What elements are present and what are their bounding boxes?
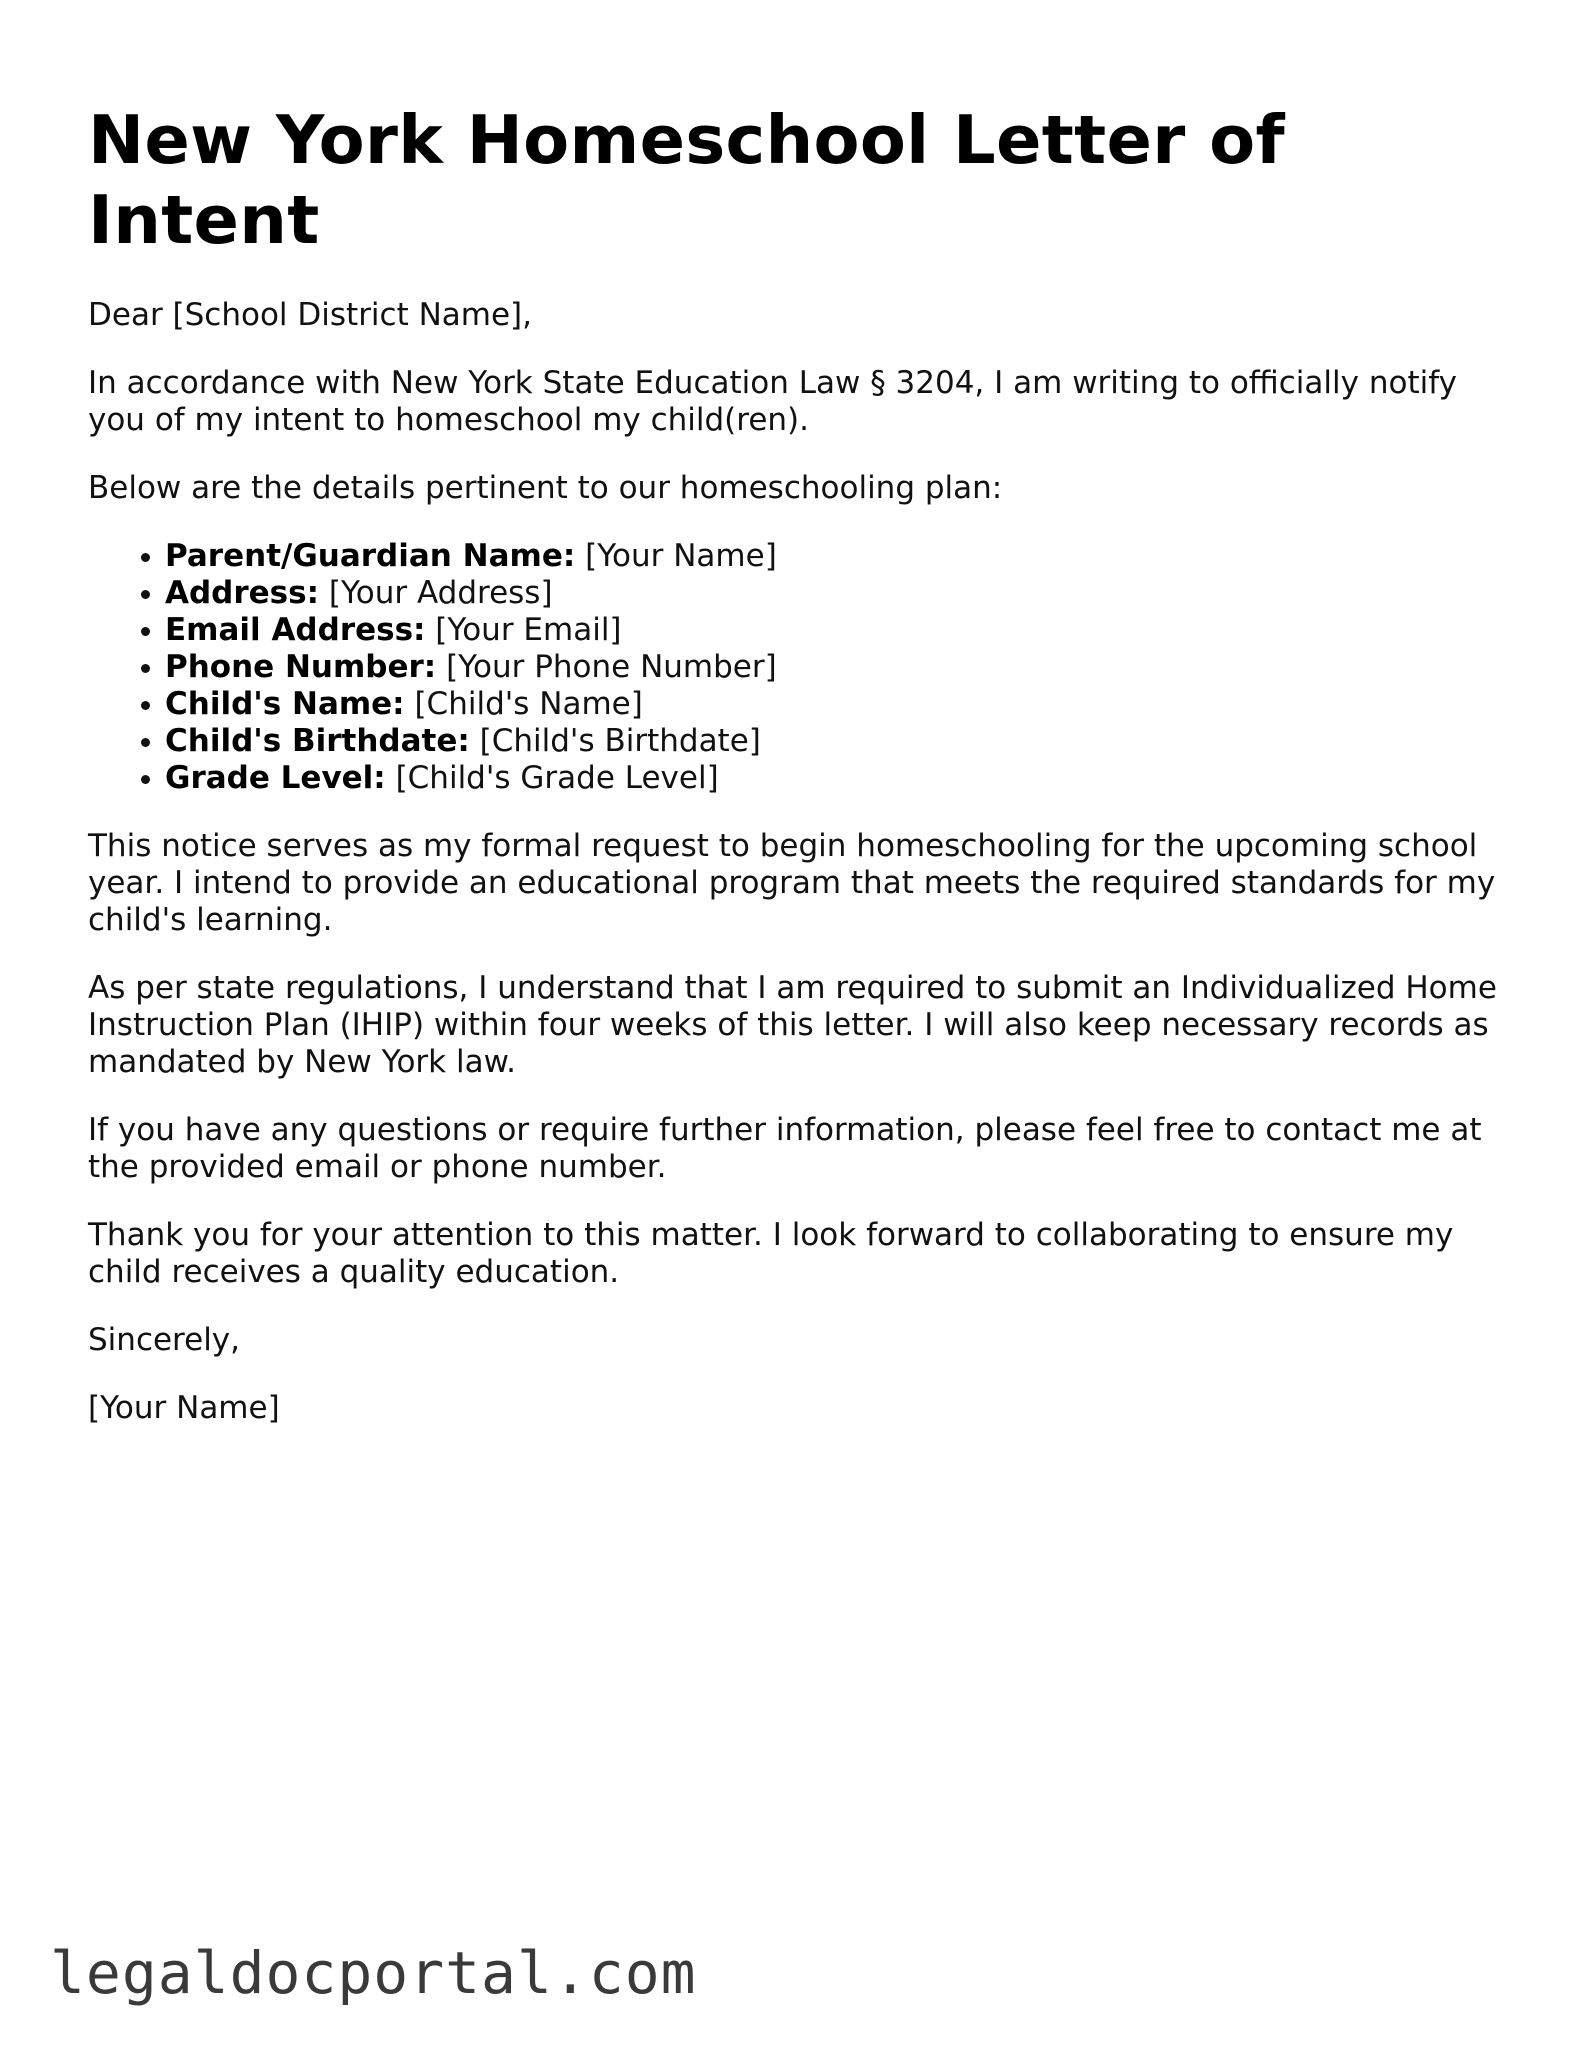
regulations-paragraph: As per state regulations, I understand that I am required to submit an Individualized Home Instruction Plan (IHIP) within four weeks of this letter. I will also keep necessary records as mandated by New York law. — [88, 969, 1497, 1080]
list-item — [165, 760, 1508, 797]
detail-label: Parent/Guardian Name: — [165, 537, 576, 574]
detail-label: Child's Name: — [165, 685, 405, 722]
intro-paragraph: In accordance with New York State Education Law § 3204, I am writing to officially notify you of my intent to homeschool my child(ren). — [88, 364, 1457, 438]
details-list — [88, 538, 1508, 797]
salutation: Dear [School District Name], — [88, 296, 533, 333]
list-item — [165, 686, 1508, 723]
page-title: New York Homeschool Letter of Intent — [88, 101, 1285, 260]
detail-value: [Your Address] — [328, 574, 553, 611]
detail-value: [Your Phone Number] — [446, 648, 777, 685]
detail-label: Address: — [165, 574, 319, 611]
list-item — [165, 538, 1508, 575]
contact-paragraph: If you have any questions or require further information, please feel free to contact me at the provided email or phone number. — [88, 1111, 1482, 1185]
notice-paragraph: This notice serves as my formal request to begin homeschooling for the upcoming school year. I intend to provide an educational program that meets the required standards for my child's learning. — [88, 827, 1496, 938]
detail-label: Grade Level: — [165, 759, 386, 796]
detail-label: Email Address: — [165, 611, 426, 648]
list-item — [165, 575, 1508, 612]
detail-value: [Child's Grade Level] — [395, 759, 719, 796]
list-item — [165, 612, 1508, 649]
detail-label: Phone Number: — [165, 648, 437, 685]
detail-label: Child's Birthdate: — [165, 722, 470, 759]
letter-page — [88, 100, 1508, 1458]
details-lead: Below are the details pertinent to our homeschooling plan: — [88, 469, 1003, 506]
detail-value: [Child's Birthdate] — [479, 722, 761, 759]
list-item — [165, 649, 1508, 686]
list-item — [165, 723, 1508, 760]
detail-value: [Your Name] — [585, 537, 777, 574]
detail-value: [Child's Name] — [414, 685, 643, 722]
watermark: legaldocportal.com — [50, 1939, 697, 2007]
closing: Sincerely, — [88, 1321, 241, 1358]
signature-placeholder: [Your Name] — [88, 1389, 280, 1426]
detail-value: [Your Email] — [435, 611, 622, 648]
thanks-paragraph: Thank you for your attention to this matter. I look forward to collaborating to ensure my child receives a quality education. — [88, 1216, 1454, 1290]
